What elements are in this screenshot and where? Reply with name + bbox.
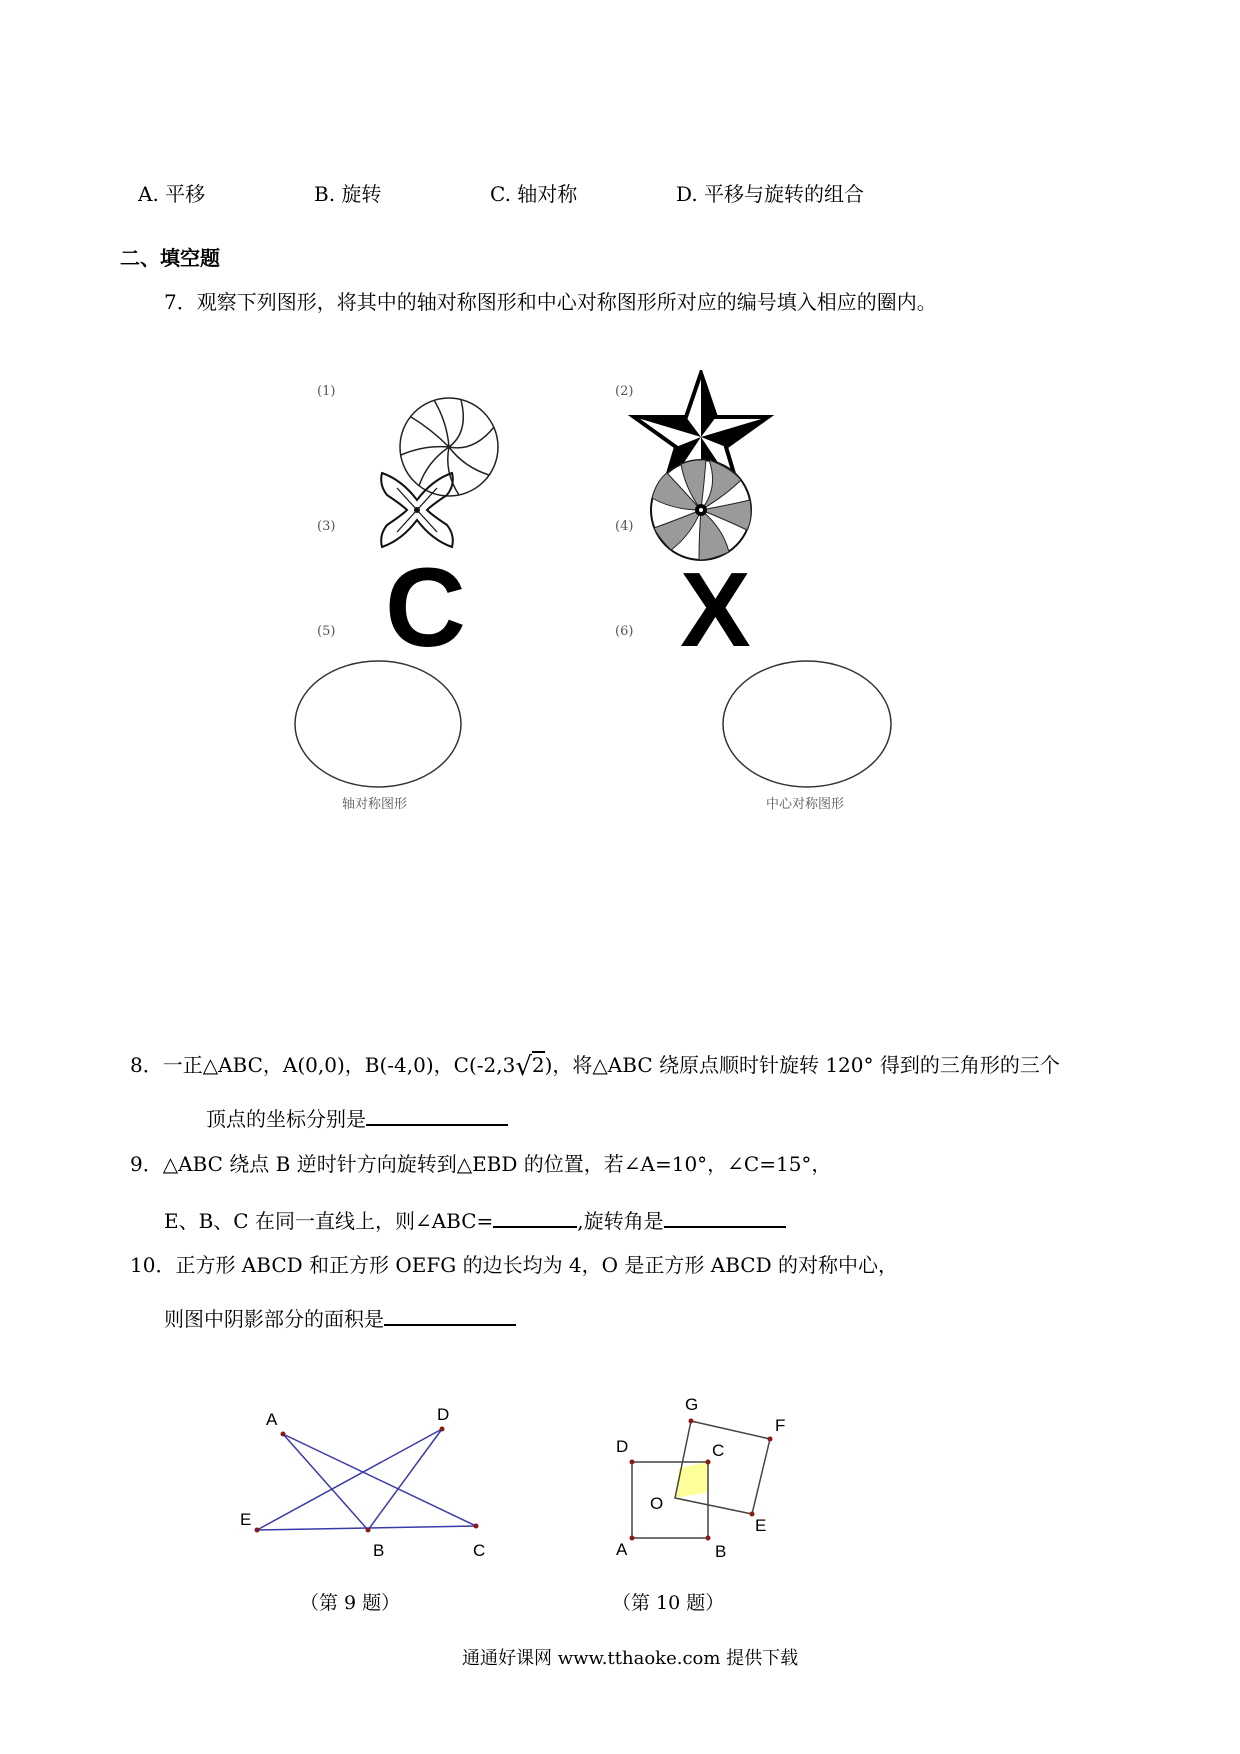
fig10-point-e	[750, 1512, 755, 1517]
fig10-label-d: D	[616, 1437, 629, 1456]
fig9-lines	[257, 1429, 476, 1530]
fig10-point-b	[706, 1536, 711, 1541]
figure-10	[600, 1385, 800, 1575]
q9-angle-blank[interactable]	[493, 1206, 577, 1228]
fig9-point-b	[366, 1528, 371, 1533]
swirl-disc-figure	[651, 460, 751, 560]
q9-rotation-blank[interactable]	[664, 1206, 786, 1228]
q7-label-3: (3)	[317, 519, 336, 534]
q10-line2	[164, 1304, 516, 1331]
option-c: C. 轴对称	[490, 182, 578, 206]
pinwheel-circle-figure	[400, 398, 498, 496]
q8-answer-blank[interactable]	[366, 1104, 508, 1126]
fig9-point-a	[281, 1432, 286, 1437]
q7-figure	[280, 370, 940, 910]
q7-label-1: (1)	[317, 384, 336, 399]
central-symmetry-caption: 中心对称图形	[766, 797, 845, 812]
q10-prompt: 则图中阴影部分的面积是	[164, 1307, 384, 1331]
option-d: D. 平移与旋转的组合	[676, 182, 865, 206]
footer-text: 通通好课网 www.tthaoke.com 提供下载	[462, 1648, 799, 1669]
q8-post: )，将△ABC 绕原点顺时针旋转 120° 得到的三角形的三个	[544, 1053, 1060, 1077]
fig9-label-c: C	[473, 1541, 486, 1560]
fig9-label-e: E	[240, 1510, 252, 1529]
q9-line1: 9．△ABC 绕点 B 逆时针方向旋转到△EBD 的位置，若∠A=10°，∠C=15°，	[130, 1152, 832, 1176]
fig10-label-a: A	[616, 1540, 628, 1559]
axis-symmetry-caption: 轴对称图形	[342, 797, 408, 812]
q7-label-4: (4)	[615, 519, 634, 534]
q8-line2	[206, 1104, 508, 1131]
q7-label-6: (6)	[615, 624, 634, 639]
fig10-point-a	[630, 1536, 635, 1541]
letter-x-figure: X	[680, 551, 751, 669]
q7-text: 7．观察下列图形，将其中的轴对称图形和中心对称图形所对应的编号填入相应的圈内。	[164, 290, 937, 314]
q8-pre: 8．一正△ABC，A(0,0)，B(-4,0)，C(-2,3	[130, 1053, 516, 1077]
fig10-point-f	[768, 1437, 773, 1442]
sqrt-sign: √	[515, 1052, 532, 1082]
q7-label-2: (2)	[615, 384, 634, 399]
fig9-label-d: D	[437, 1405, 450, 1424]
figure-9	[230, 1395, 510, 1575]
q10-line1: 10．正方形 ABCD 和正方形 OEFG 的边长均为 4，O 是正方形 ABCD 的对称中心，	[130, 1253, 898, 1277]
fig9-point-c	[474, 1524, 479, 1529]
q8-sqrt-arg: 2	[531, 1053, 545, 1077]
letter-c-figure: C	[385, 545, 466, 670]
fig10-label-g: G	[685, 1395, 699, 1414]
central-symmetry-ellipse	[723, 661, 891, 787]
fig9-point-d	[440, 1427, 445, 1432]
fig10-shaded-region	[675, 1462, 708, 1498]
q9-prompt-b: ,旋转角是	[577, 1209, 664, 1233]
fig10-label-c: C	[712, 1441, 725, 1460]
q8-prompt: 顶点的坐标分别是	[206, 1107, 366, 1131]
fig10-label-o: O	[650, 1494, 664, 1513]
q7-label-5: (5)	[317, 624, 336, 639]
axis-symmetry-ellipse	[295, 661, 461, 787]
fig9-point-e	[255, 1528, 260, 1533]
q9-line2	[164, 1206, 786, 1233]
fig9-label-b: B	[373, 1541, 385, 1560]
fig10-label-e: E	[755, 1516, 767, 1535]
fig10-point-g	[689, 1419, 694, 1424]
fig9-label-a: A	[266, 1410, 278, 1429]
option-b: B. 旋转	[314, 182, 382, 206]
q8-line1	[130, 1052, 1060, 1082]
fig10-label-b: B	[715, 1542, 727, 1561]
fig10-caption: （第 10 题）	[612, 1592, 725, 1614]
section-title: 二、填空题	[120, 246, 220, 270]
q10-answer-blank[interactable]	[384, 1304, 516, 1326]
fig10-label-f: F	[775, 1416, 786, 1435]
fig9-caption: （第 9 题）	[300, 1592, 401, 1614]
fig10-point-d	[630, 1460, 635, 1465]
option-a: A. 平移	[138, 182, 206, 206]
q9-prompt-a: E、B、C 在同一直线上，则∠ABC=	[164, 1209, 494, 1233]
fig10-point-c	[706, 1460, 711, 1465]
